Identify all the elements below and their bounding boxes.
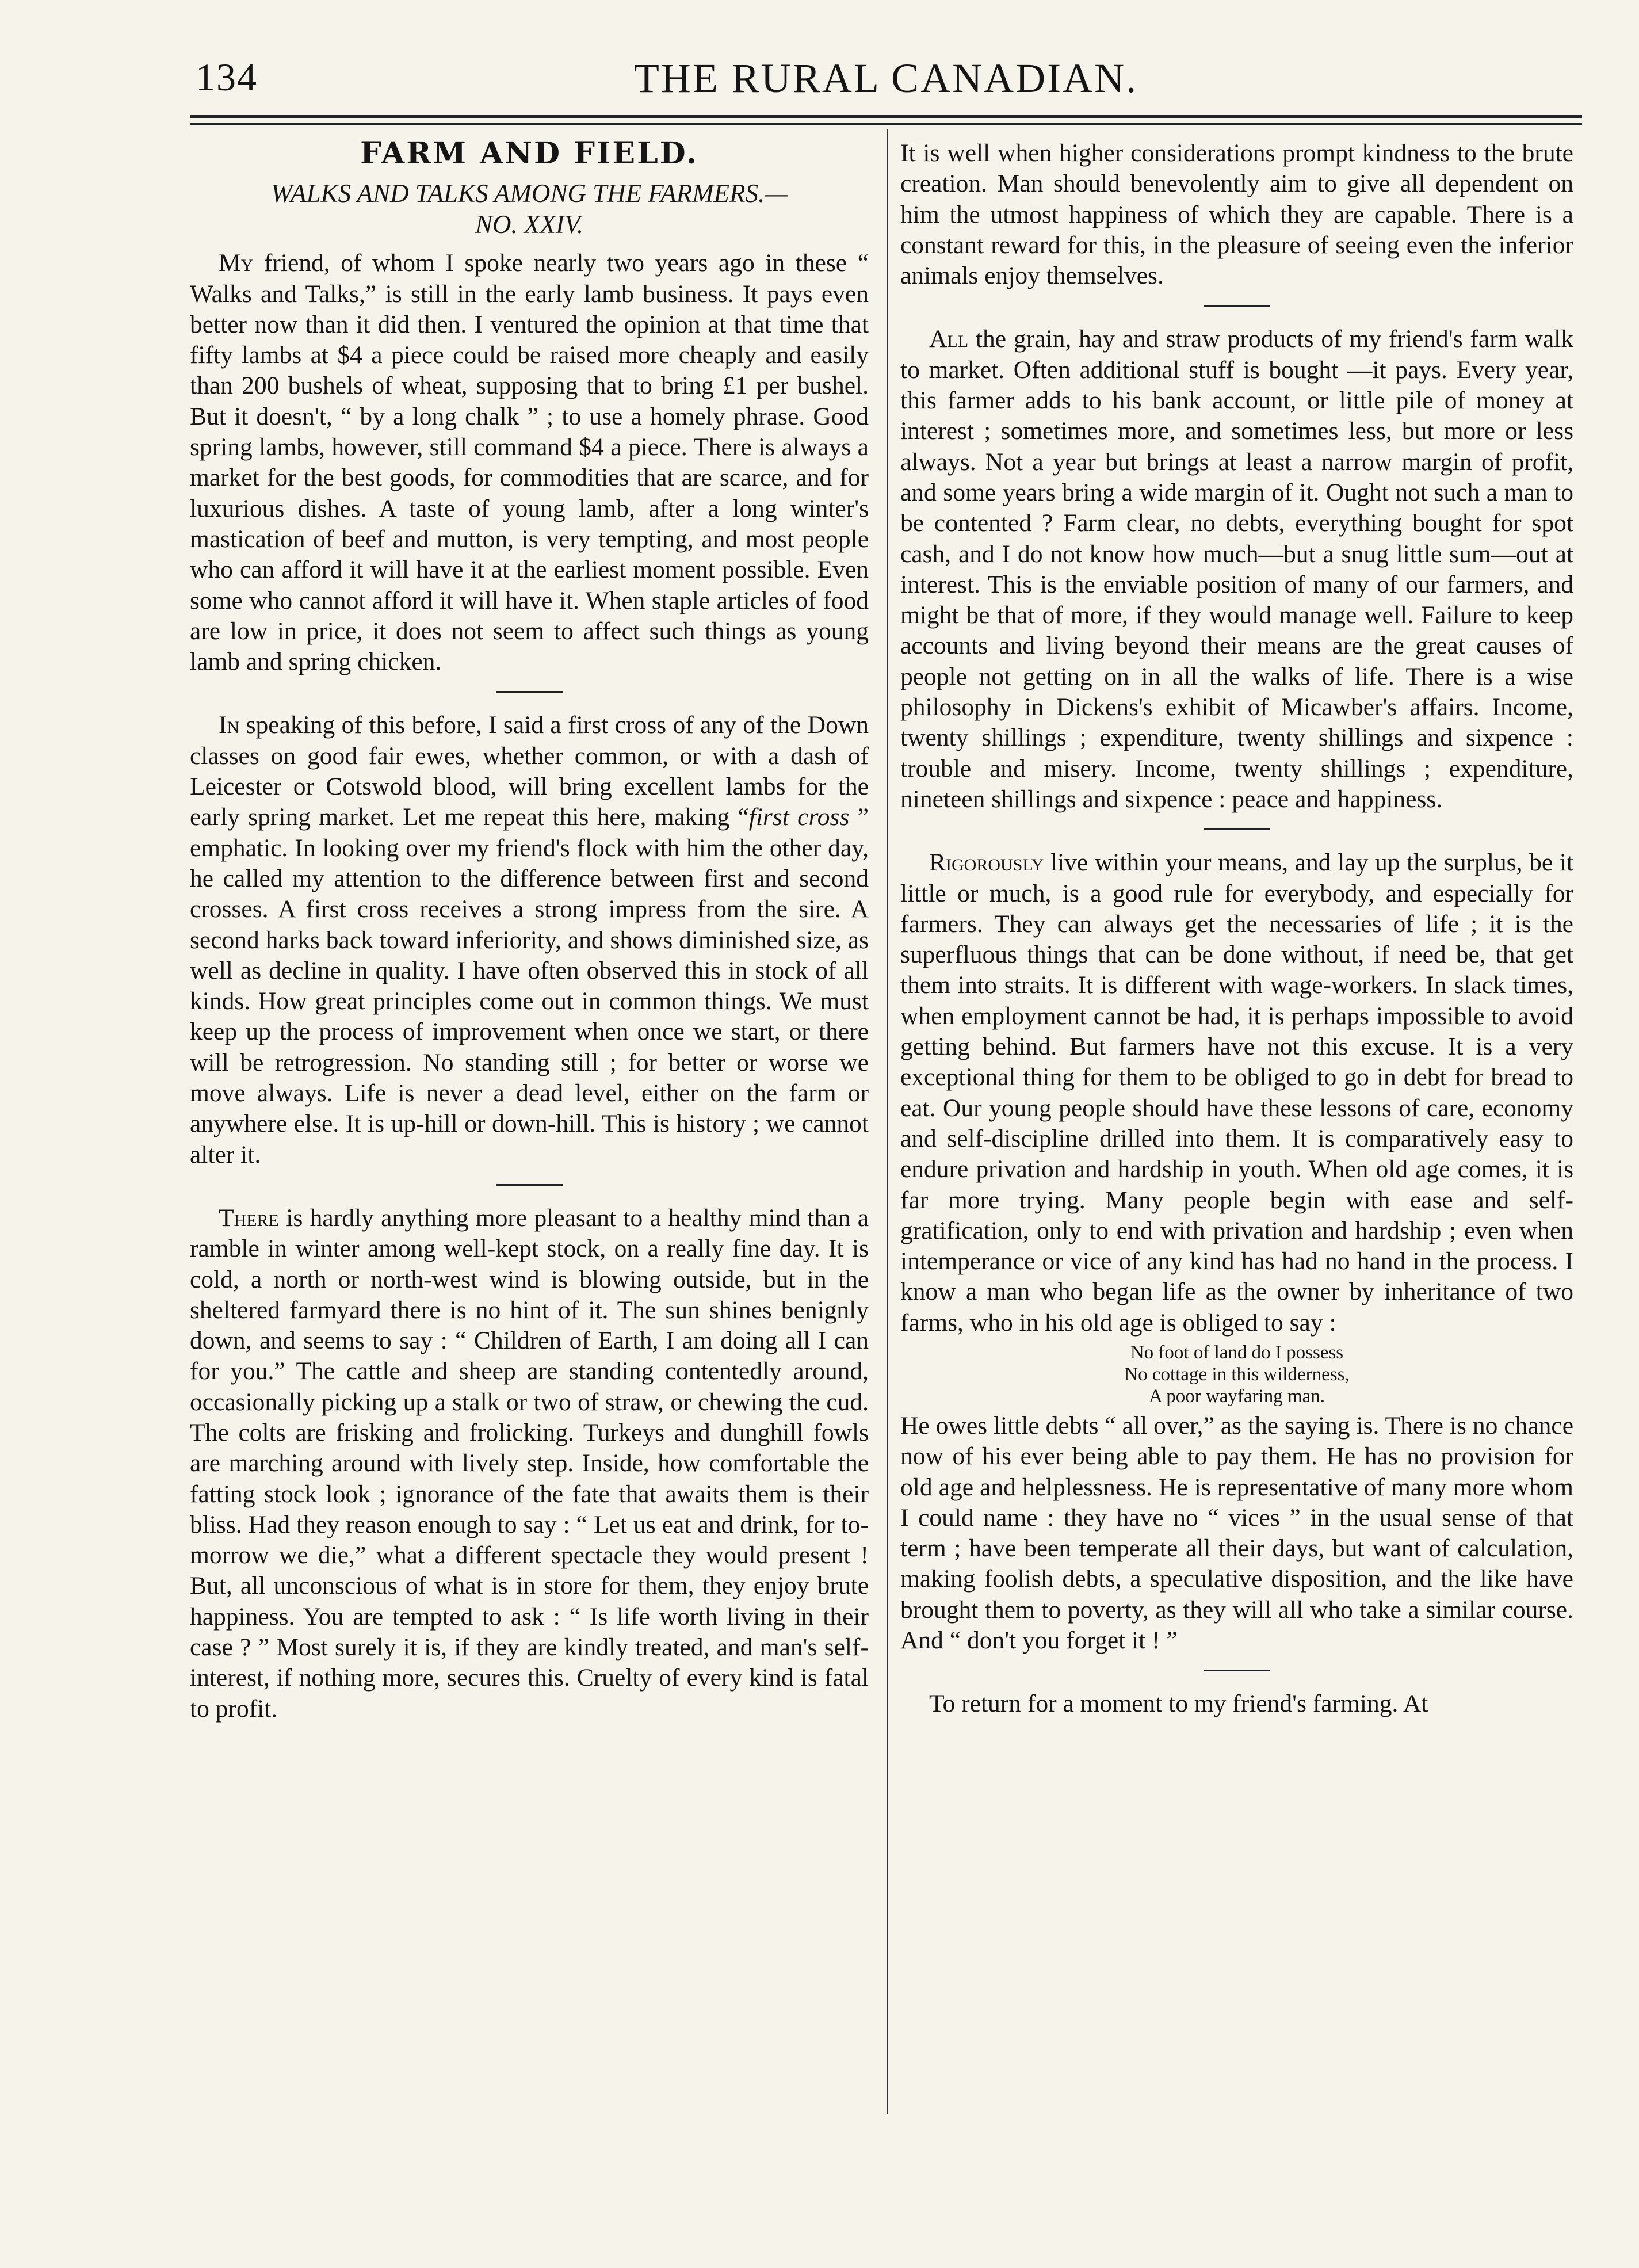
paragraph-3-lead: There [219, 1204, 279, 1232]
section-title: FARM AND FIELD. [360, 136, 698, 171]
verse-line-2: No cottage in this wilderness, [1124, 1364, 1350, 1385]
paragraph-3 [190, 1203, 869, 1724]
paragraph-4: It is well when higher considerations prompt kindness to the brute creation. Man should benevolently aim to give all dependent on him the utmost happiness of which they are capable. There is a constant reward for this, in the pleasure of seeing even the inferior animals enjoy themselves. [900, 139, 1573, 290]
verse-quote [900, 1342, 1573, 1407]
verse-line-3: A poor wayfaring man. [1148, 1385, 1325, 1407]
paragraph-1-text: friend, of whom I spoke nearly two years ago in these “ Walks and Talks,” is still in the early lamb business. It pays even better now than it did then. I ventured the opinion at that time that fifty lambs at $4 a piece could be raised more cheaply and easily than 200 bushels of wheat, supposing that to bring £1 per bushel. But it doesn't, “ by a long chalk ” ; to use a homely phrase. Good spring lambs, however, still command $4 a piece. There is always a market for the best goods, for commodities that are scarce, and for luxurious dishes. A taste of young lamb, after a long winter's mastication of beef and mutton, is very tempting, and most people who can afford it will have it at the earliest moment possible. Even some who cannot afford it will have it. When staple articles of food are low in price, it does not seem to affect such things as young lamb and spring chicken. [190, 249, 869, 676]
header-rule [190, 115, 1582, 118]
article-title-line-2: NO. XXIV. [475, 210, 583, 239]
header-rule-thin [190, 123, 1582, 125]
divider [1204, 1670, 1270, 1671]
paragraph-2-text-b: ” emphatic. In looking over my friend's flock with him the other day, he called my attention to the difference between first and second crosses. A first cross receives a strong impress from the sire. A second harks back toward inferiority, and shows diminished size, as well as decline in quality. I have often observed this in stock of all kinds. How great principles come out in common things. We must keep up the process of improvement when once we start, or there will be retrogression. No standing still ; for better or worse we move always. Life is never a dead level, either on the farm or anywhere else. It is up-hill or down-hill. This is history ; we cannot alter it. [190, 803, 869, 1169]
left-column [190, 133, 869, 1724]
paragraph-2-emphasis: first cross [748, 803, 850, 831]
paragraph-5-text: the grain, hay and straw products of my friend's farm walk to market. Often additional stuff is bought —it pays. Every year, this farmer adds to his bank account, or little pile of money at interest ; sometimes more, and sometimes less, but more or less always. Not a year but brings at least a narrow margin of profit, and some years bring a wide margin of it. Ought not such a man to be contented ? Farm clear, no debts, everything bought for spot cash, and I do not know how much—but a snug little sum—out at interest. This is the enviable position of many of our farmers, and might be that of more, if they would manage well. Failure to keep accounts and living beyond their means are the great causes of people not getting on in all the walks of life. There is a wise philosophy in Dickens's exhibit of Micawber's affairs. Income, twenty shillings ; expenditure, twenty shillings and sixpence : trouble and misery. Income, twenty shillings ; expenditure, nineteen shillings and sixpence : peace and happiness. [900, 325, 1573, 813]
divider [1204, 828, 1270, 830]
paragraph-2 [190, 710, 869, 1170]
article-title [190, 178, 869, 240]
paragraph-1-lead: My [219, 249, 254, 277]
paragraph-1 [190, 248, 869, 677]
paragraph-2-text-a: speaking of this before, I said a first cross of any of the Down classes on good fair ewes, whether common, or with a dash of Leicester or Cotswold blood, will bring excellent lambs for the early spring market. Let me repeat this here, making “ [190, 711, 869, 831]
right-column [900, 133, 1573, 1720]
page-header [196, 55, 1576, 112]
divider [496, 1184, 563, 1186]
paragraph-3-text: is hardly anything more pleasant to a healthy mind than a ramble in winter among well-kept stock, on a really fine day. It is cold, a north or north-west wind is blowing outside, but in the sheltered farmyard there is no hint of it. The sun shines benignly down, and seems to say : “ Children of Earth, I am doing all I can for you.” The cattle and sheep are standing contentedly around, occasionally picking up a stalk or two of straw, or chewing the cud. The colts are frisking and frolicking. Turkeys and dunghill fowls are marching around with lively step. Inside, how comfortable the fatting stock look ; ignorance of the fate that awaits them is their bliss. Had they reason enough to say : “ Let us eat and drink, for to-morrow we die,” what a different spectacle they would present ! But, all unconscious of what is in store for them, they enjoy brute happiness. You are tempted to ask : “ Is life worth living in their case ? ” Most surely it is, if they are kindly treated, and man's self-interest, if nothing more, secures this. Cruelty of every kind is fatal to profit. [190, 1204, 869, 1723]
paragraph-6 [900, 847, 1573, 1338]
page-number: 134 [196, 55, 258, 99]
column-divider [887, 129, 888, 2114]
paragraph-7: He owes little debts “ all over,” as the saying is. There is no chance now of his ever being able to pay them. He has no provision for old age and helplessness. He is representative of many more whom I could name : they have no “ vices ” in the usual sense of that term ; have been temperate all their days, but want of calculation, making foolish debts, a speculative disposition, and the like have brought them to poverty, as they will all who take a similar course. And “ don't you forget it ! ” [900, 1411, 1573, 1655]
divider [1204, 305, 1270, 307]
running-title: THE RURAL CANADIAN. [633, 55, 1138, 101]
paragraph-6-text: live within your means, and lay up the surplus, be it little or much, is a good rule for everybody, and especially for farmers. They can always get the necessaries of life ; it is the superfluous things that can be done without, if need be, that get them into straits. It is different with wage-workers. In slack times, when employment cannot be had, it is perhaps impossible to avoid getting behind. But farmers have not this excuse. It is a very exceptional thing for them to be obliged to go in debt for bread to eat. Our young people should have these lessons of care, economy and self-discipline drilled into them. It is comparatively easy to endure privation and hardship in youth. When old age comes, it is far more trying. Many people begin with ease and self-gratification, only to end with privation and hardship ; even when intemperance or vice of any kind has had no hand in the process. I know a man who began life as the owner by inheritance of two farms, who in his old age is obliged to say : [900, 849, 1573, 1337]
paragraph-6-lead: Rigorously [929, 849, 1044, 877]
verse-line-1: No foot of land do I possess [1130, 1342, 1344, 1363]
paragraph-8: To return for a moment to my friend's farming. At [929, 1690, 1428, 1718]
article-title-line-1: WALKS AND TALKS AMONG THE FARMERS.— [270, 179, 788, 208]
paragraph-2-lead: In [219, 711, 240, 739]
paragraph-5 [900, 324, 1573, 815]
paragraph-5-lead: All [929, 325, 969, 353]
divider [496, 691, 563, 693]
